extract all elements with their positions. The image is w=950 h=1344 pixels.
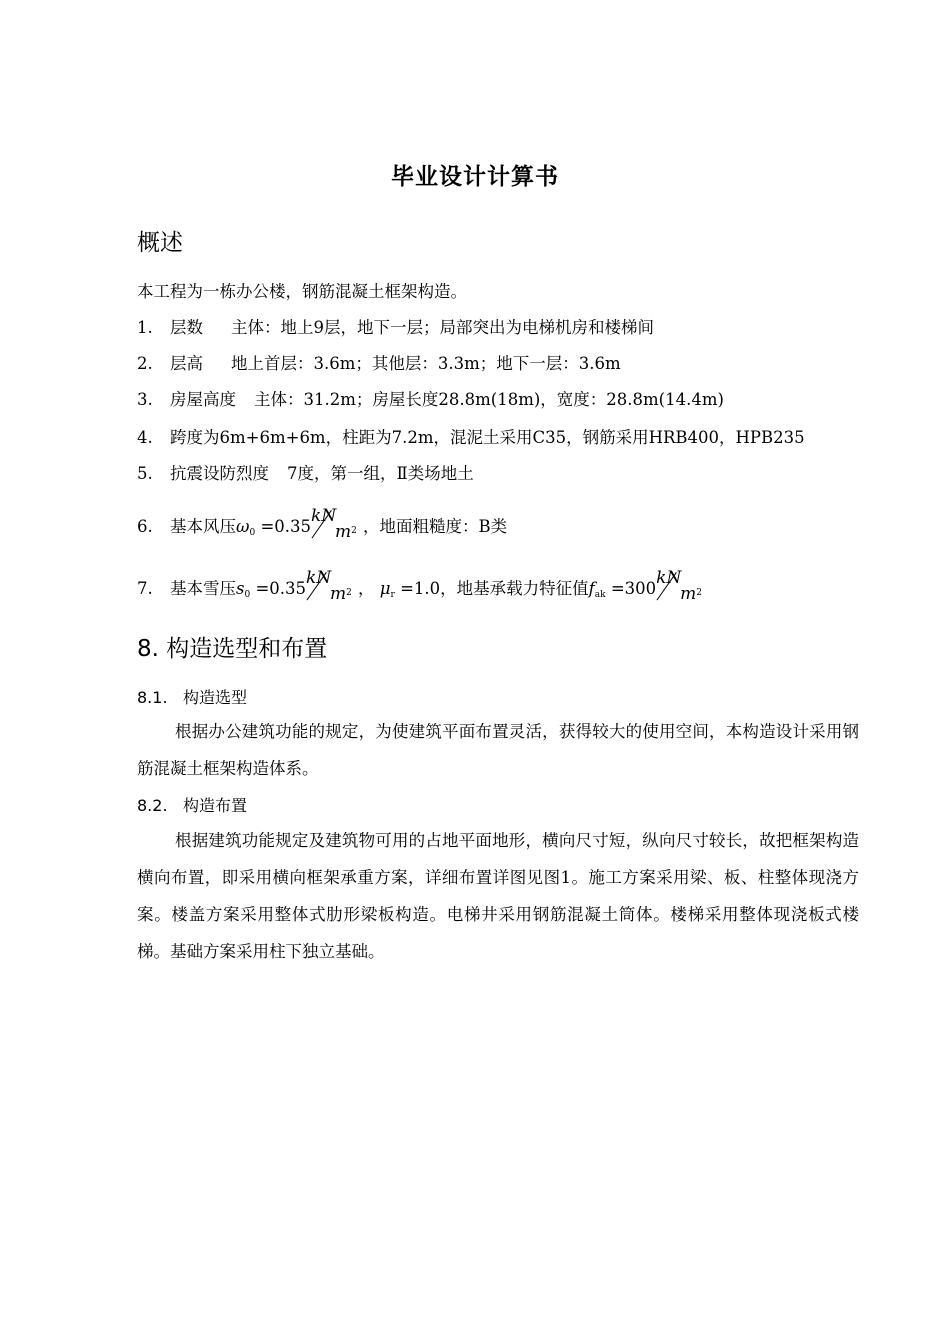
subsection-8-2-heading — [137, 793, 247, 816]
subsection-number: 8.1. — [137, 688, 168, 707]
list-number: 2. — [137, 354, 153, 373]
list-number: 7. — [137, 579, 153, 598]
list-text: 跨度为6m+6m+6m，柱距为7.2m，混泥土采用C35，钢筋采用HRB400，HPB235 — [170, 428, 805, 447]
fak-formula: $f_{ak} =300$ kN $m^2$ — [589, 579, 709, 598]
mu-formula: $\mu_r =1.0$ — [379, 579, 441, 600]
overview-heading: 概述 — [137, 230, 183, 256]
wind-tail: ，地面粗糙度：B类 — [363, 517, 508, 536]
list-label: 层高 — [170, 354, 203, 373]
section-number: 8. — [137, 636, 159, 662]
list-label: 基本雪压 — [170, 579, 236, 598]
omega-subscript: 0 — [249, 528, 256, 538]
snow-unit: kN $m^2$ — [306, 568, 352, 604]
list-item-4 — [137, 424, 805, 448]
snow-formula: $s_0 =0.35$ kN $m^2$ — [236, 579, 358, 598]
list-item-6-wind — [137, 508, 507, 542]
list-label: 房屋高度 — [170, 390, 236, 409]
subsection-number: 8.2. — [137, 796, 168, 815]
subsection-8-2-paragraph: 根据建筑功能规定及建筑物可用的占地平面地形，横向尺寸短，纵向尺寸较长，故把框架构造横向布置，即采用横向框架承重方案，详细布置详图见图1。施工方案采用梁、板、柱整体现浇方案。楼盖方案采用整体式肋形梁板构造。电梯井采用钢筋混凝土筒体。楼梯采用整体现浇板式楼梯。基础方案采用柱下独立基础。 — [137, 831, 859, 961]
overview-intro: 本工程为一栋办公楼，钢筋混凝土框架构造。 — [137, 282, 467, 301]
subsection-8-1-paragraph: 根据办公建筑功能的规定，为使建筑平面布置灵活，获得较大的使用空间，本构造设计采用钢筋混凝土框架构造体系。 — [137, 722, 859, 778]
bearing-label: ，地基承载力特征值 — [440, 579, 589, 598]
list-text: 7度，第一组，Ⅱ类场地土 — [287, 464, 474, 483]
list-label: 抗震设防烈度 — [170, 464, 269, 483]
fak-unit: kN $m^2$ — [656, 568, 703, 604]
section-title: 构造选型和布置 — [166, 636, 328, 662]
subsection-8-1-heading — [137, 685, 247, 708]
wind-value: =0.35 — [260, 517, 312, 536]
list-item-5 — [137, 460, 474, 484]
wind-formula — [236, 506, 363, 542]
section-8-heading — [137, 630, 327, 663]
list-text: 地上首层：3.6m；其他层：3.3m；地下一层：3.6m — [231, 354, 621, 373]
subsection-title: 构造选型 — [183, 688, 248, 707]
list-label: 层数 — [170, 318, 203, 337]
list-number: 1. — [137, 318, 153, 337]
list-number: 6. — [137, 517, 153, 536]
omega-symbol: ω — [236, 517, 250, 536]
wind-unit: kN $m^2$ — [311, 506, 357, 542]
subsection-title: 构造布置 — [183, 796, 248, 815]
list-text: 主体：31.2m；房屋长度28.8m(18m)，宽度：28.8m(14.4m) — [254, 390, 724, 409]
list-number: 3. — [137, 390, 153, 409]
list-number: 4. — [137, 428, 153, 447]
list-text: 主体：地上9层，地下一层；局部突出为电梯机房和楼梯间 — [231, 318, 654, 337]
list-item-1 — [137, 314, 654, 338]
list-item-3 — [137, 386, 724, 410]
document-title: 毕业设计计算书 — [391, 164, 559, 190]
list-item-2 — [137, 350, 621, 374]
list-number: 5. — [137, 464, 153, 483]
list-item-7-snow: 7. 基本雪压$s_0 =0.35$ kN $m^2$ ， $\mu_r =1.0$，地基承载力特征值$f_{ak} =300$ kN $m^2$ — [137, 570, 708, 604]
list-label: 基本风压 — [170, 517, 236, 536]
